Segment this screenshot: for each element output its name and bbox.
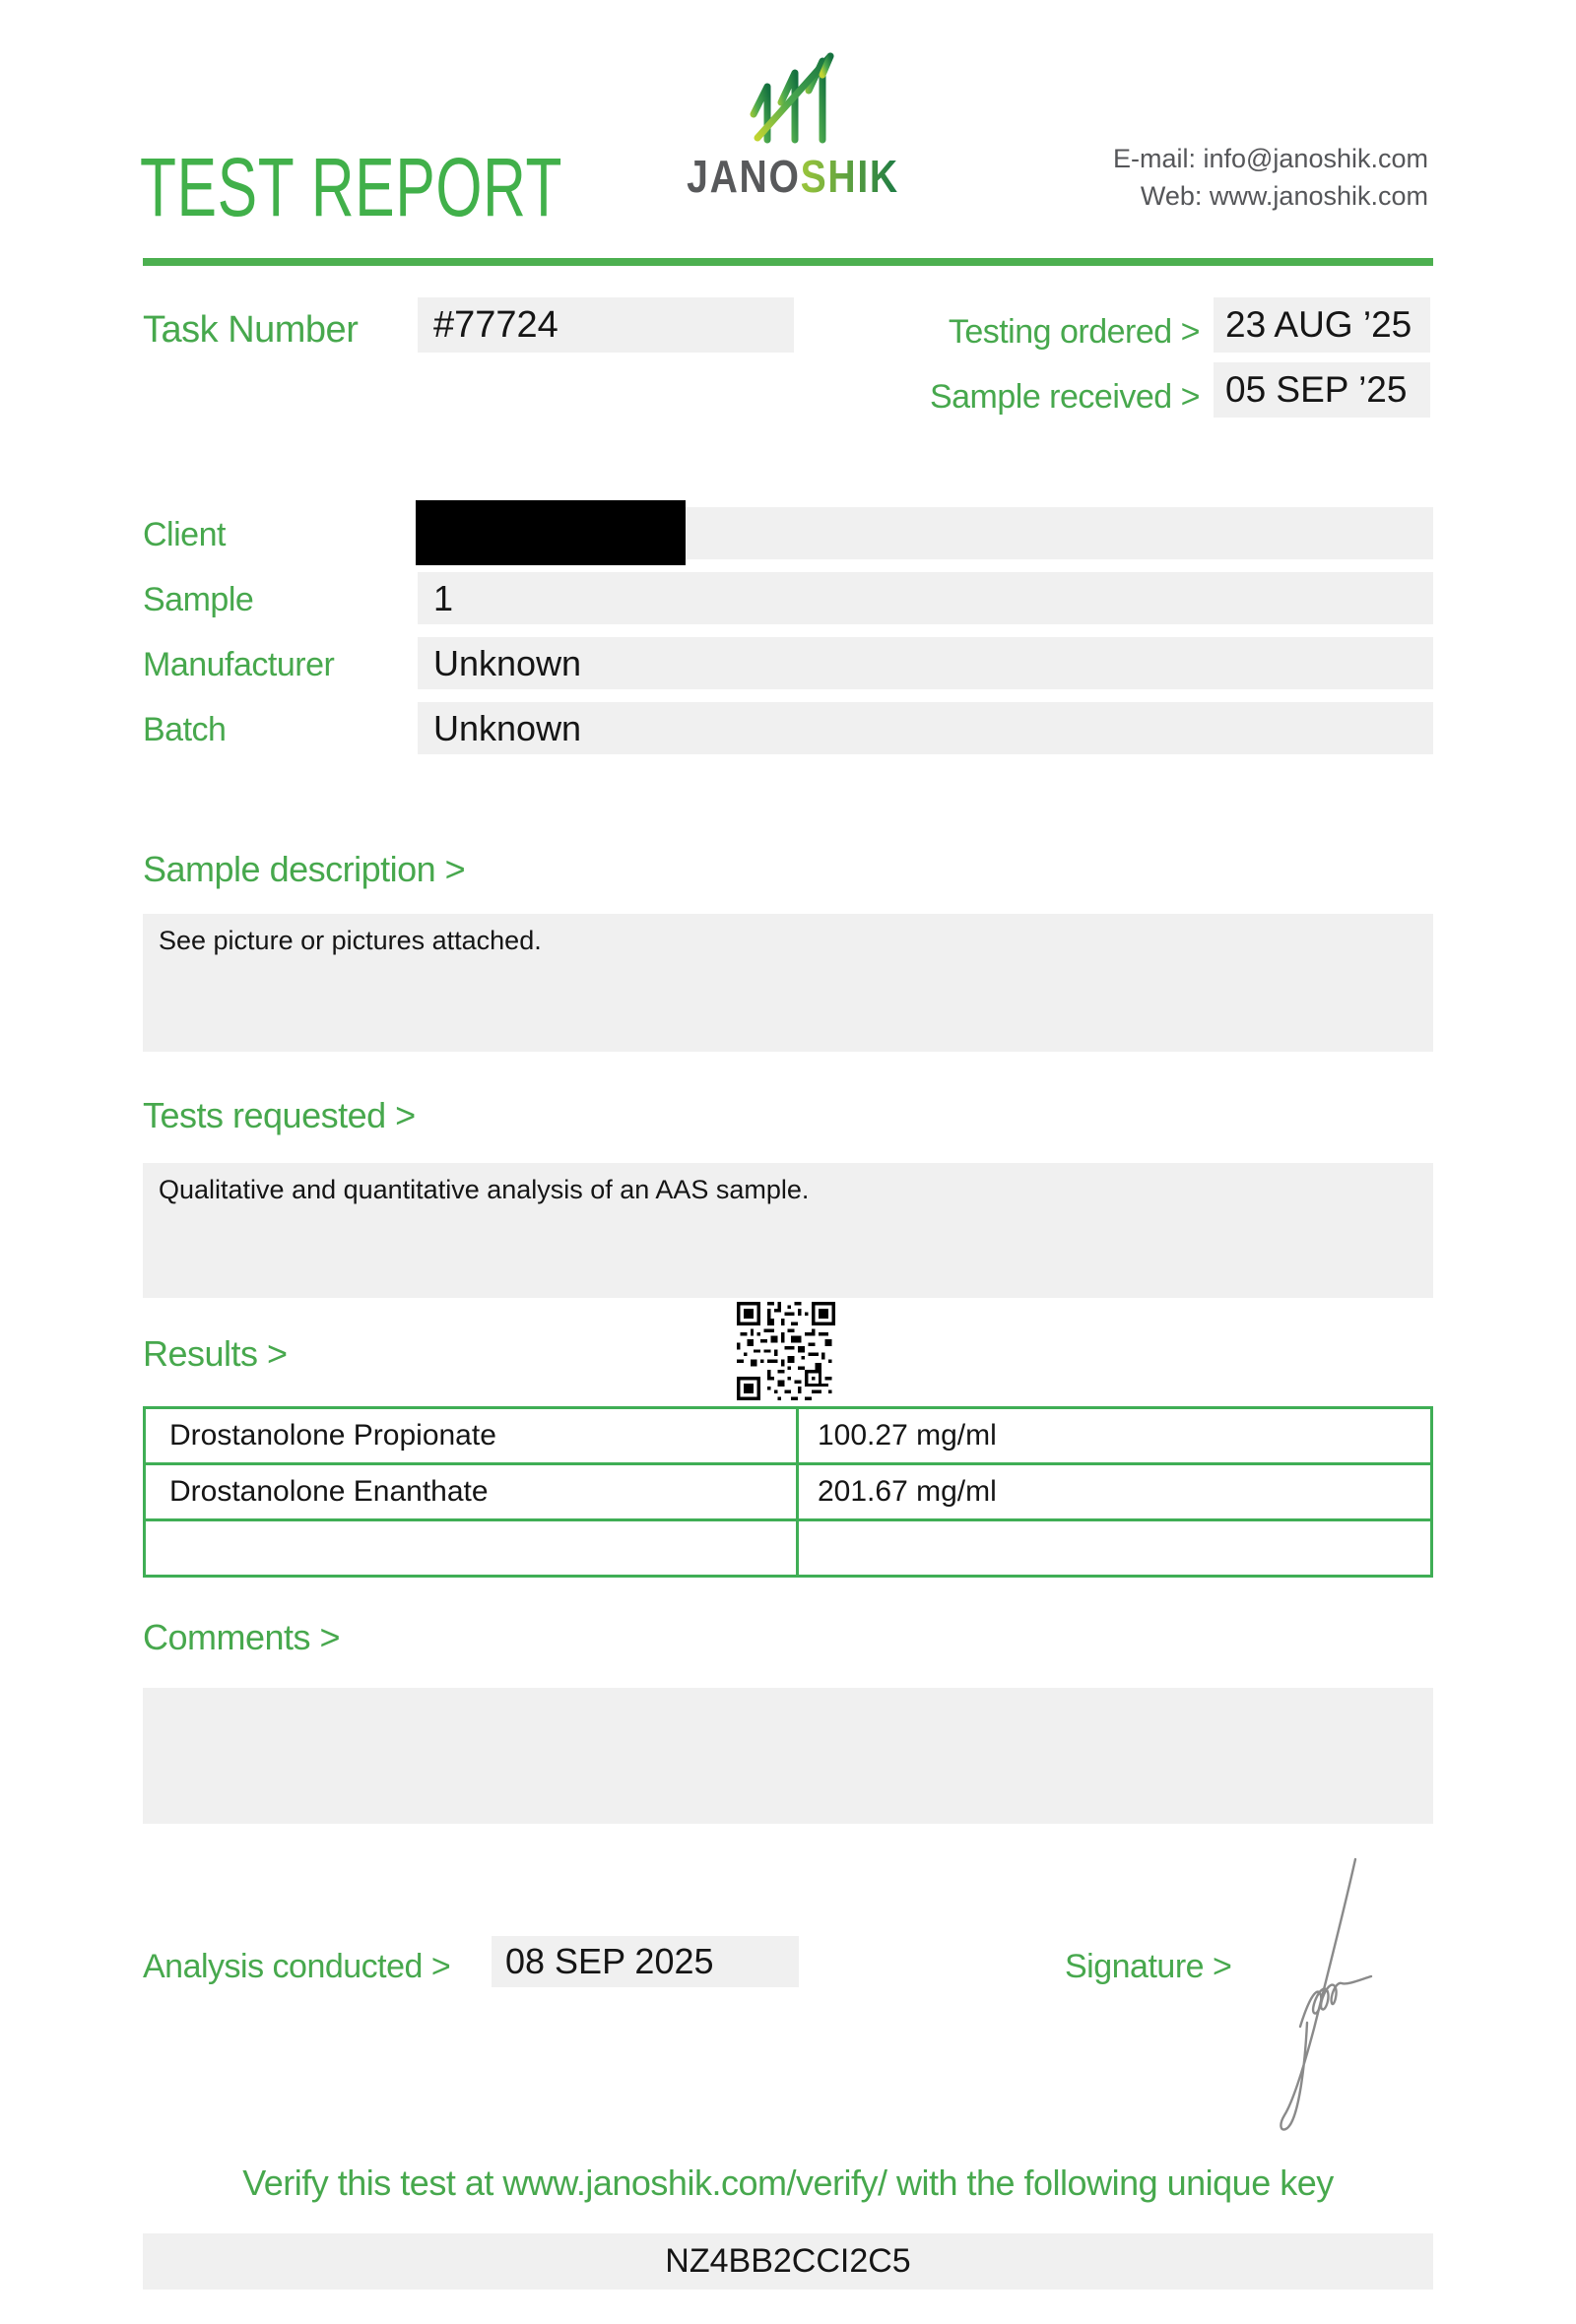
logo-word-green: SHIK	[800, 151, 899, 202]
header-divider	[143, 258, 1433, 266]
contact-web: Web: www.janoshik.com	[1140, 181, 1428, 211]
signature-image	[1269, 1853, 1389, 2141]
logo-wordmark	[655, 150, 932, 203]
sample-received-label: Sample received >	[929, 378, 1200, 416]
sample-value-bar	[418, 572, 1433, 624]
batch-label: Batch	[143, 711, 227, 748]
task-number-label: Task Number	[143, 309, 359, 351]
client-value-redacted	[416, 500, 686, 565]
results-row-0-value: 100.27 mg/ml	[818, 1419, 997, 1452]
sample-received-value: 05 SEP ’25	[1225, 369, 1408, 410]
analysis-conducted-box	[492, 1936, 799, 1987]
comments-text	[143, 1688, 1433, 1700]
testing-ordered-value: 23 AUG ’25	[1225, 304, 1412, 345]
sample-received-box	[1214, 362, 1430, 418]
client-label: Client	[143, 516, 226, 553]
sample-description-text: See picture or pictures attached.	[159, 926, 542, 955]
results-table-row-divider-2	[146, 1518, 1430, 1521]
sample-label: Sample	[143, 581, 254, 618]
verify-heading: Verify this test at www.janoshik.com/verify/ with the following unique key	[242, 2163, 1334, 2203]
results-table	[143, 1406, 1433, 1578]
page-title: TEST REPORT	[140, 141, 563, 233]
batch-value-bar	[418, 702, 1433, 754]
contact-block	[985, 140, 1428, 215]
growth-chart-icon	[744, 51, 842, 146]
testing-ordered-label: Testing ordered >	[948, 313, 1200, 351]
sample-description-heading: Sample description >	[143, 849, 466, 889]
results-row-1-analyte: Drostanolone Enanthate	[169, 1475, 489, 1508]
signature-label: Signature >	[1065, 1948, 1232, 1985]
sample-description-box	[143, 914, 1433, 1052]
results-row-0-analyte: Drostanolone Propionate	[169, 1419, 496, 1452]
comments-heading: Comments >	[143, 1617, 341, 1657]
analysis-conducted-label: Analysis conducted >	[143, 1948, 451, 1985]
janoshik-logo	[630, 51, 955, 203]
contact-email: E-mail: info@janoshik.com	[1112, 144, 1428, 173]
sample-value: 1	[433, 578, 454, 618]
tests-requested-heading: Tests requested >	[143, 1095, 416, 1135]
results-heading: Results >	[143, 1333, 288, 1374]
qr-code	[737, 1302, 835, 1400]
manufacturer-value: Unknown	[433, 643, 582, 683]
manufacturer-value-bar	[418, 637, 1433, 689]
task-number-box	[418, 297, 794, 353]
comments-box	[143, 1688, 1433, 1824]
analysis-conducted-value: 08 SEP 2025	[505, 1941, 714, 1981]
logo-word-gray: JANO	[687, 151, 801, 202]
verify-key: NZ4BB2CCI2C5	[665, 2242, 911, 2280]
testing-ordered-box	[1214, 297, 1430, 353]
manufacturer-label: Manufacturer	[143, 646, 335, 683]
verify-key-box	[143, 2233, 1433, 2290]
results-table-column-divider	[796, 1409, 799, 1575]
task-number-value: #77724	[433, 304, 558, 346]
results-row-1-value: 201.67 mg/ml	[818, 1475, 997, 1508]
tests-requested-box	[143, 1163, 1433, 1298]
batch-value: Unknown	[433, 708, 582, 748]
tests-requested-text: Qualitative and quantitative analysis of an AAS sample.	[159, 1175, 810, 1204]
